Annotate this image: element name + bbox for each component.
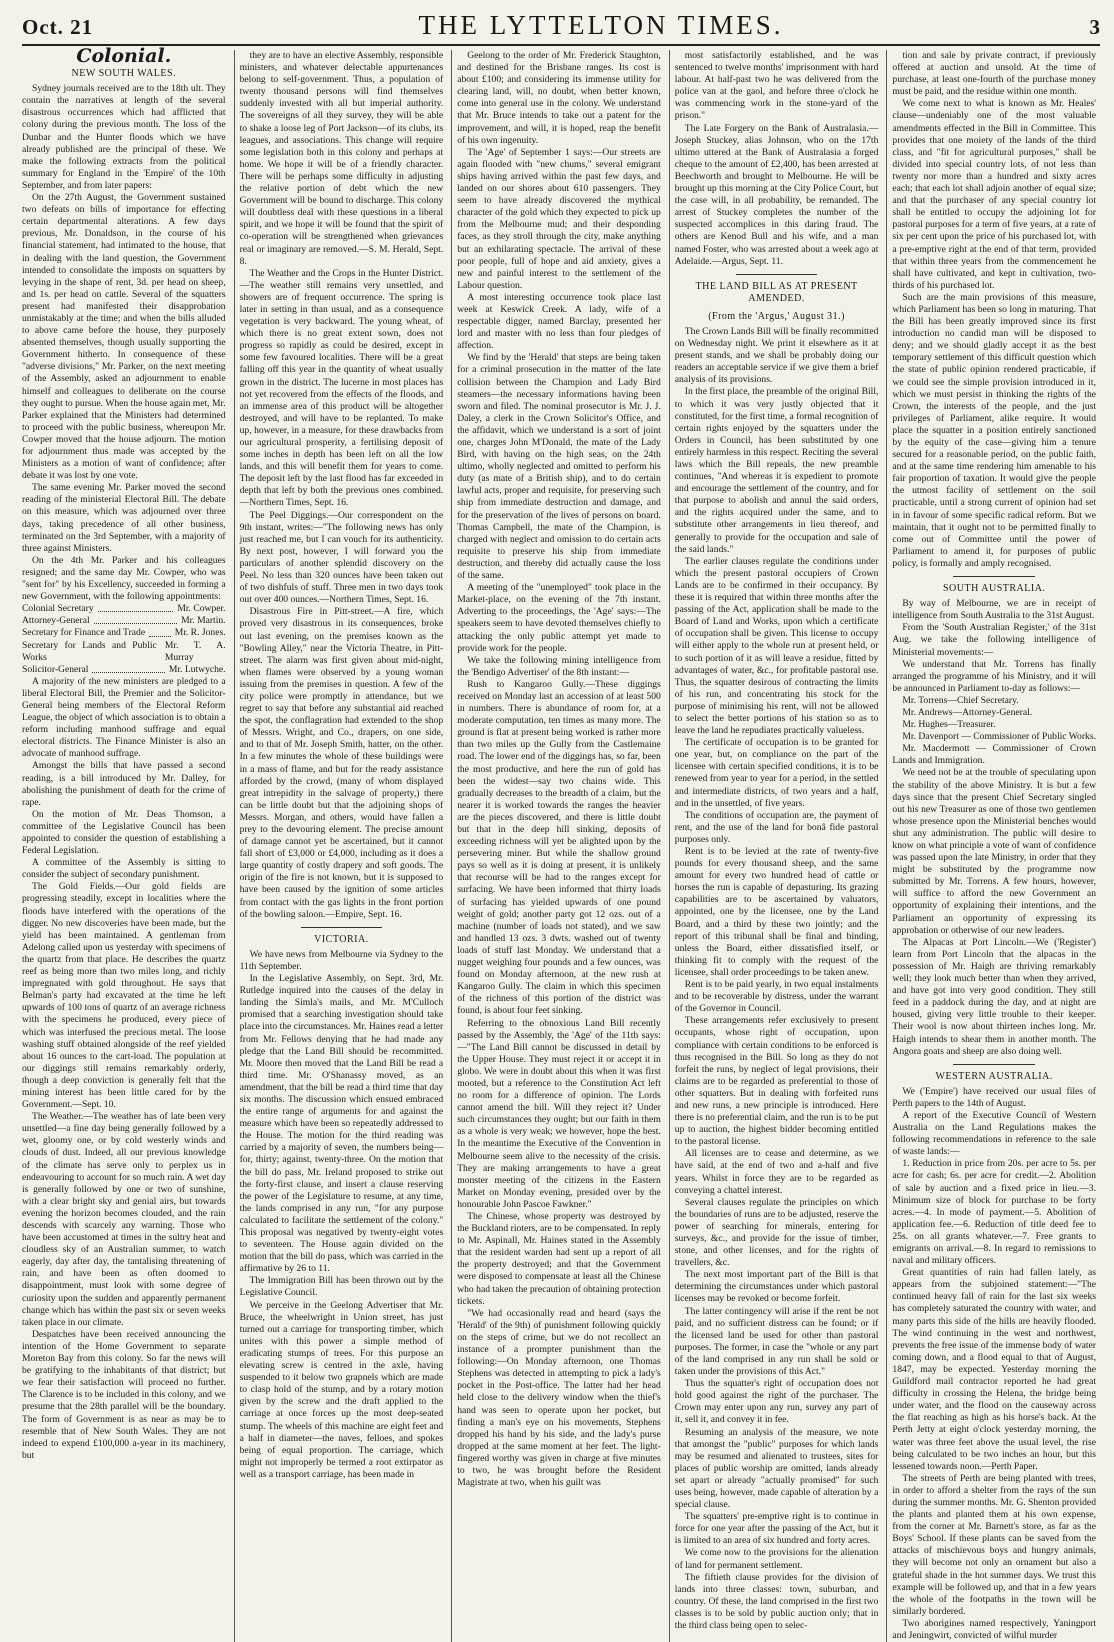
officer: Mr. T. A. Murray <box>164 639 226 663</box>
minister-item: Mr. Hughes—Treasurer. <box>902 719 996 731</box>
paragraph: We understand that Mr. Torrens has finally arranged the programme of his Ministry, and it will be announced in Parliament to-day as follows:— <box>892 658 1096 694</box>
paragraph: A meeting of the "unemployed" took place in the Market-place, on the evening of the 7th instant. Adverting to the proceedings, the 'Age' says:—The speakers seem to have devoted themselves chiefly to attacking the only public attempt yet made to provide work for the people. <box>457 582 661 654</box>
office: Secretary for Lands and Public Works <box>22 639 157 663</box>
paragraph: We have news from Melbourne via Sydney to the 11th September. <box>239 948 444 972</box>
paragraph: A majority of the new ministers are pledged to a liberal Electoral Bill, the Premier and the Solicitor-General being members of the Electoral Reform League, the object of which association is to obtain a reform including manhood suffrage and equal electoral districts. The Finance Minister is also an advocate of manhood suffrage. <box>22 675 226 760</box>
section-divider <box>953 1064 1034 1065</box>
paragraph: Rent is to be paid yearly, in two equal instalments and to be recoverable by distress, under the warrant of the Governor in Council. <box>674 979 879 1015</box>
paragraph: On the 27th August, the Government sustained two defeats on bills of importance for effecting certain departmental alterations. A few days previous, Mr. Donaldson, in the course of his financial statement, had intimated to the house, that in dealing with the land question, the Government intended to consolidate the imposts on squatters by levying in the shape of rent, 3d. per head on sheep, and 1s. per head on cattle. Several of the squatters present had manifested their disapprobation unmistakably at the time; and when the bills alluded to above came before the house, they purposely absented themselves, though usually supporting the Government hitherto. In consequence of these "adverse divisions," Mr. Parker, on the next meeting of the Assembly, asked an adjournment to enable himself and colleagues to deliberate on the course they ought to pursue. When the house again met, Mr. Parker explained that the Ministers had determined to proceed with the public business, whereupon Mr. Cowper moved that the house adjourn. The motion for adjournment thus made was accepted by the Ministers as a motion of want of confidence; after debate it was lost by one vote. <box>22 192 226 482</box>
paragraph: A most interesting occurrence took place last week at Keswick Creek. A lady, wife of a respectable digger, named Barclay, presented her lord and master with no less than four pledges of affection. <box>457 291 661 352</box>
appointment-row <box>22 603 226 615</box>
paragraph: The Peel Diggings.—Our correspondent on the 9th instant, writes:—"The following news has only just reached me, but I can vouch for its authenticity. By next post, however, I will forward you the particulars of another splendid discovery on the Peel. No less than 320 ounces have been taken out of two dishfuls of stuff. Three men in two days took out over 400 ounces.—Northern Times, Sept. 16. <box>239 509 444 606</box>
paragraph: The latter contingency will arise if the rent be not paid, and no sufficient distress can be found; or if the licensed land be used for other than pastoral purposes. The former, in case the "whole or any part of the land comprised in any run shall be sold or taken under the provisions of this Act." <box>674 1305 879 1378</box>
section-title-colonial: Colonial. <box>76 45 172 67</box>
paragraph: Disastrous Fire in Pitt-street.—A fire, which proved very disastrous in its consequences, broke out last evening, on the premises known as the "Bowling Alley," near the Victoria Theatre, in Pitt-street. The alarm was first given about mid-night, when flames were observed by a young woman issuing from the premises in question. A few of the city police were promptly in attendance, but we regret to say that before any substantial aid reached the spot, the conflagration had extended to the shop of Messrs. Wright, and Co., drapers, on one side, and to that of Mr. Joseph Smith, hatter, on the other. In a few minutes the whole of these buildings were in a mass of flame, and but for the ready assistance afforded by the crowd, (many of whom displayed great intrepidity in the salvage of property,) there can be little doubt but that the adjoining shops of Messrs. Morgan, and others, would have fallen a prey to the devouring element. The precise amount of damage cannot yet be ascertained, but it cannot fall short of £3,000 or £4,000, including as it does a large quantity of costly drapery and soft goods. The origin of the fire is not known, but it is supposed to have been caused by the ignition of some articles from contact with the gas lights in the front portion of the bowling saloon.—Empire, Sept. 16. <box>239 606 444 920</box>
paragraph: 1. Reduction in price from 20s. per acre to 5s. per acre for cash; 6s. per acre for credit.—2. Abolition of sale by auction and a fixed price in lieu.—3. Minimum size of block for purchase to be forty acres.—4. In mode of payment.—5. Abolition of application fee.—6. Reduction of title deed fee to 25s. on all grants whatever.—7. Free grants to emigrants on arrival.—8. In regard to remissions to naval and military officers. <box>892 1158 1096 1267</box>
paragraph: tion and sale by private contract, if previously offered at auction and unsold. At the time of purchase, at least one-fourth of the purchase money must be paid, and the residue within one month. <box>892 50 1096 98</box>
paragraph: In the first place, the preamble of the original Bill, to which it was very justly objected that it constituted, for the first time, a formal recognition of certain rights enjoyed by the squatters under the Orders in Council, has been substituted by one entirely harmless in this respect. Reciting the several laws which the Bill repeals, the new preamble continues, "And whereas it is expedient to promote and encourage the settlement of the country, and for that purpose to abolish and annul the said orders, and the rights acquired under the same, and to substitute other arrangements in lieu thereof, and generally to provide for the occupation and sale of the said lands." <box>674 386 879 555</box>
masthead <box>22 10 1100 46</box>
paragraph: "We had occasionally read and heard (says the 'Herald' of the 9th) of punishment following quickly on the steps of crime, but we do not recollect an instance of a prompter punishment than the following:—On Monday afternoon, one Thomas Stephens was detected in attempting to pick a lady's pocket in the Post-office. The latter had her head held close to the delivery window when the thief's hand was seen to operate upon her pocket, but finding a man's eye on his movements, Stephens dropped his hand by his side, and the lady's purse dropped at the same moment at her feet. The light-fingered worthy was given in charge at five minutes to two, he was brought before the Resident Magistrate at two, when his guilt was <box>457 1307 661 1489</box>
paragraph: On the 4th Mr. Parker and his colleagues resigned; and the same day Mr. Cowper, who was "sent for" by his Excellency, succeeded in forming a new Government, with the following appointments: <box>22 554 226 603</box>
paragraph: Amongst the bills that have passed a second reading, is a bill introduced by Mr. Dalley, for abolishing the punishment of death for the crime of rape. <box>22 760 226 808</box>
paragraph: Such are the main provisions of this measure, which Parliament has been so long in maturing. That the Bill has been greatly improved since its first introduction no candid man will be disposed to deny; and we should gladly accept it as the best temporary settlement of this difficult question which the state of public opinion rendered practicable, if we could see the simple provision introduced in it, which we must persist in thinking the rights of the Crown, the interests of the people, and the just privileges of Parliament, alike require. It would place the squatter in a position entirely sanctioned by the equity of the case—giving him a tenure secured for a reasonable period, on the public faith, and at the same time rendering him amenable to his fair proportion of taxation. It would give the people the utmost facility of settlement on the soil practicable, until a strong current of opinion had set in in favour of some specific radical reform. But we maintain, that it ought not to be permitted finally to come out of Committee until the power of Parliament to amend it, for purposes of public policy, is formally and amply recognised. <box>892 291 1096 569</box>
paragraph: The certificate of occupation is to be granted for one year, but, on compliance on the part of the licensee with certain specified conditions, it is to be renewed from year to year for a period, in the settled and intermediate districts, of two years and a half, and in the unsettled, of five years. <box>674 737 879 809</box>
paragraph: Referring to the obnoxious Land Bill recently passed by the Assembly, the 'Age' of the 11th says:—"The Land Bill cannot be discussed in detail by the Upper House. They must reject it or accept it in globo. We were in doubt about this when it was first mooted, but a reference to the Constitution Act left no room for a difference of opinion. The Lords cannot amend the bill. Will they reject it? Under such circumstances they ought; but our faith in them as a whole is very weak; we however, hope the best. In the meantime the Executive of the Convention in Melbourne seem alive to the necessity of the crisis. They are making arrangements to have a great monster meeting of the citizens in the Eastern Market on Monday evening, presided over by the honourable John Pascoe Fawkner." <box>457 1017 661 1210</box>
paragraph: Thus the squatter's right of occupation does not hold good against the right of the purchaser. The Crown may enter upon any run, survey any part of it, sell it, and convey it in fee. <box>674 1378 879 1426</box>
officer: Mr. Cowper. <box>177 603 226 615</box>
paragraph: The 'Age' of September 1 says:—Our streets are again flooded with "new chums," several emigrant ships having arrived within the past few days, and landed on our shores about 610 passengers. They seem to have already discovered the mythical character of the gold which they expected to pick up from the Melbourne mud; and their desponding faces, as they stroll through the city, make anything but an exhilarating spectacle. The arrival of these poor people, full of hope and aid anxiety, gives a new and painful interest to the settlement of the Labour question. <box>457 146 661 291</box>
paragraph: Rush to Kangaroo Gully.—These diggings received on Monday last an accession of at least 500 in numbers. There is abundance of room for, at a moderate computation, ten times as many more. The ground is flat at present being worked is rather more than two miles up the Gully from the Castlemaine road. The lower end of the diggings has, so far, been the most productive, and here the run of gold has been the widest—say two chains wide. This gradually decreases to the breadth of a claim, but the nearer it is worked towards the ranges the heavier are the pieces discovered, and there is little doubt but that in the deep hill sinking, deposits of exceeding richness will yet be alighted upon by the persevering miner. But while the shallow ground pays so well as it is doing at present, it is unlikely that recourse will be had to the ranges except for surfacing. We have been informed that thirty loads of surfacing has yielded upwards of one pound weight of gold; another party got 12 ozs. out of a machine (number of loads not stated), and we saw and handled 13 ozs. 3 dwts. washed out of twenty loads of stuff last Monday. We understand that a nugget weighing four pounds and a few ounces, was found on Monday afternoon, at the new rush at Kangaroo Gully. The claim in which this specimen of the richness of this portion of the district was found, is about four feet sinking. <box>457 678 661 1017</box>
column-4 <box>675 50 883 1642</box>
officer: Mr. Lutwyche. <box>168 663 226 675</box>
paragraph: We come now to the provisions for the alienation of land for permanent settlement. <box>674 1547 879 1571</box>
paragraph: The Gold Fields.—Our gold fields are progressing steadily, except in localities where the floods have interfered with the operations of the digger. No new discoveries have been made, but the yield has been maintained. A gentleman from Adelong called upon us yesterday with specimens of the quartz from that place. He describes the quartz reef as being more than two miles long, and richly impregnated with gold throughout. He says that Belman's party had excavated at the time he left upwards of 100 tons of quartz of an average richness with the specimens he produced, every piece of which was interfused the precious metal. The loose washing stuff obtained alongside of the reef yielded about 16 ounces to the cart-load. The population at our diggings still remains remarkably orderly, though a deep conviction is generally felt that the mining interest has been little cared for by the Government.—Sept. 10. <box>22 881 226 1111</box>
office: Solicitor-General <box>22 663 89 675</box>
paragraph: Rent is to be levied at the rate of twenty-five pounds for every thousand sheep, and the same amount for every two hundred head of cattle or horses the run is capable of depasturing. Its grazing capabilities are to be ascertained by valuators, appointed, one by the licensee, one by the Land Board, and a third by these two jointly; and the report of this tribunal shall be final and binding, unless the Board, either dissatisfied itself, or thinking fit to comply with the request of the licensee, shall order proceedings to be taken anew. <box>674 846 879 978</box>
paragraph: We perceive in the Geelong Advertiser that Mr. Bruce, the wheelwright in Union street, has just turned out a carriage for transporting timber, which unites with this power a simple method of eradicating stumps of trees. For this purpose an elevating screw is centred in the axle, having suspended to it below two grapnels which are made to clasp hold of the stump, and by a rotary motion given by the screw and the draft applied to the carriage at once forces up the most deep-seated stump. The wheels of this machine are eight feet and a half in diameter—the naves, felloes, and spokes being of equal proportion. The carriage, which might not improperly be termed a root extirpator as well as a transport carriage, has been made in <box>239 1299 444 1480</box>
paragraph: We find by the 'Herald' that steps are being taken for a criminal prosecution in the matter of the late collision between the Champion and Lady Bird steamers—the necessary informations having been sworn and filed. The nominal prosecutor is Mr. J. J. Daley, a clerk in the Crown Solicitor's Office, and the affidavit, which we understand is a sort of joint one, charges John M'Donald, the mate of the Lady Bird, with having on the high seas, on the 24th ultimo, wholly neglected and omitted to perform his duty (as mate of a British ship), and to do certain lawful acts, proper and requisite, for preserving such ship from immediate destruction and damage, and for the preservation of the lives of persons on board. Thomas Campbell, the mate of the Champion, is charged with neglect and omission to do certain acts requisite to preserve his ship from immediate destruction, and thereby did actually cause the loss of the same. <box>457 352 661 582</box>
minister-item: Mr. Torrens—Chief Secretary. <box>902 694 1019 706</box>
paragraph: We ('Empire') have received our usual files of Perth papers to the 14th of August. <box>892 1085 1096 1109</box>
paragraph: The fiftieth clause provides for the division of lands into three classes: town, suburban, and country. Of these, the land comprised in the first two classes is to be sold by public auction only; that in the third class being open to selec- <box>674 1571 879 1631</box>
column-5 <box>892 50 1100 1642</box>
paragraph: Two aborigines named respectively, Yaningport and Jeningwirt, convicted of wilful murder <box>892 1617 1096 1641</box>
heading-western-australia: WESTERN AUSTRALIA. <box>935 1070 1053 1082</box>
article-columns <box>22 45 1100 1641</box>
paragraph: Resuming an analysis of the measure, we note that amongst the "public" purposes for which lands may be resumed and alienated to trustees, sites for places of public worship are omitted, lands already set apart or already "actually promised" for such uses being, however, made capable of alteration by a special clause. <box>674 1426 879 1511</box>
heading-land-bill: THE LAND BILL AS AT PRESENT AMENDED. <box>695 280 858 304</box>
paragraph: We come next to what is known as Mr. Heales' clause—undeniably one of the most valuable amendments effected in the Bill in Committee. This provides that one moiety of the lands of the third class, and "fit for agricultural purposes," shall be divided into special country lots, of not less than twenty nor more than a hundred and sixty acres each; that each lot shall adjoin another of equal size; and that the purchaser of any special country lot shall be entitled to occupy the adjoining lot for pastoral purposes for a term of five years, at a rate of six per cent upon the price of his purchased lot, with a pre-emptive right at the end of that term, provided that within three years from the commencement he shall have cultivated, and kept in cultivation, two-thirds of his purchased lot. <box>892 98 1096 291</box>
paragraph: From the 'South Australian Register,' of the 31st Aug. we take the following intelligence of Ministerial movements:— <box>892 622 1096 658</box>
heading-new-south-wales: NEW SOUTH WALES. <box>71 68 177 80</box>
newspaper-title: THE LYTTELTON TIMES. <box>418 10 784 40</box>
paragraph: The Crown Lands Bill will be finally recommitted on Wednesday night. We print it elsewhere as it at present stands, and we shall be probably doing our readers an acceptable service if we give them a brief analysis of its provisions. <box>674 325 879 386</box>
paragraph: The squatters' pre-emptive right is to continue in force for one year after the passing of the Act, but it is limited to an area of six hundred and forty acres. <box>674 1511 879 1547</box>
paragraph: Despatches have been received announcing the intention of the Home Government to separate Moreton Bay from this colony. So far the news will be gratifying to the inhabitants of that district; but we fear their satisfaction will proceed no further. The Clarence is to be included in this colony, and we presume that the 28th parallel will be the boundary. The form of Government is as near as may be to resemble that of New South Wales. They are not indeed to expend £100,000 a-year in its machinery, but <box>22 1328 226 1461</box>
minister-item: Mr. Macdermott — Commissioner of Crown Lands and Immigration. <box>892 743 1096 767</box>
section-divider <box>301 927 382 928</box>
appointment-row <box>22 664 226 676</box>
paragraph: The streets of Perth are being planted with trees, in order to afford a shelter from the rays of the sun during the summer months. Mr. G. Shenton provided the plants and planted them at his own expense, from the corner at Mr. Barnett's store, as far as the Boys' School. If these plants can be saved from the attacks of mischievous boys and hungry animals, they will become not only an ornament but also a grateful shade in the hot summer days. We trust this example will be followed up, and that in a few years the whole of the footpaths in the town will be similarly bordered. <box>892 1472 1096 1617</box>
paragraph: they are to have an elective Assembly, responsible ministers, and whatever delectable appurtenances belong to self-government. Thus, a population of twenty thousand persons will find themselves suddenly invested with all but imperial authority. The sovereigns of all they survey, they will be able to shake a loose leg of Port Jackson—of its clubs, its leagues, and associations. This change will require some legislation both in this colony and perhaps at home. We hope it will be of a friendly character. There will be perhaps some difficulty in adjusting the relative portion of debt which the new Government will be bound to discharge. This colony will doubtless deal with these questions in a liberal spirit, and we hope it will be found that the spirit of co-operation will be strengthened when grievances real or imaginary are removed.—S. M. Herald, Sept. 8. <box>239 50 444 267</box>
heading-south-australia: SOUTH AUSTRALIA. <box>942 583 1046 595</box>
issue-date: Oct. 21 <box>22 15 94 39</box>
paragraph: The next most important part of the Bill is that determining the circumstances under which pastoral licenses may be revoked or become forfeit. <box>674 1269 879 1305</box>
paragraph: The Weather and the Crops in the Hunter District.—The weather still remains very unsettled, and showers are of frequent occurrence. The spring is later in setting in than usual, and as a consequence vegetation is very backward. The young wheat, of which there is no great extent sown, does not progress so rapidly as could be desired, except in some few favoured localities. There will be a great falling off this year in the quantity of wheat usually grown in the district. The lucerne in most places has not yet recovered from the effects of the floods, and an immense area of this product will be altogether destroyed, and will have to be replanted. To make up, however, in a measure, for these drawbacks from our agricultural prosperity, a fertilising deposit of some inches in depth has been left on all the low lands, and this will benefit them for years to come. The deposit left by the last flood has far exceeded in depth that left by both the previous ones combined.—Northern Times, Sept. 16. <box>239 267 444 509</box>
paragraph: All licenses are to cease and determine, as we have said, at the end of two and a-half and five years. Whilst in force they are to be regarded as conveying a chattel interest. <box>674 1148 879 1196</box>
appointment-row <box>22 615 226 627</box>
ministers-list <box>892 695 1096 768</box>
paragraph: These arrangements refer exclusively to present occupants, whose right of occupation, upon compliance with certain conditions to be enforced is thus recognised in the Bill. So long as they do not forfeit the runs, by neglect of legal provisions, their claims are to be regarded as preferential to those of other squatters. But in dealing with forfeited runs and new runs, a new principle is introduced. Here there is no preferential claim, and the run is to be put up to auction, the highest bidder becoming entitled to the pastoral license. <box>674 1015 879 1148</box>
paragraph: On the motion of Mr. Deas Thomson, a committee of the Legislative Council has been appointed to consider the question of establishing a Federal Legislation. <box>22 808 226 857</box>
paragraph: We need not be at the trouble of speculating upon the stability of the above Ministry. It is but a few days since that the present Chief Secretary singled out his new Treasurer as one of those two gentlemen whose presence upon the Ministerial benches would shut any administration. The public will desire to know on what principle a vote of want of confidence was passed upon the late Ministry, in order that they might be substituted by the programme now submitted by Mr. Torrens. A few hours, however, will suffice to afford the new Government an opportunity of explaining their intentions, and the Parliament an opportunity of expressing its approbation or otherwise of our new leaders. <box>892 767 1096 936</box>
officer: Mr. R. Jones. <box>174 627 226 639</box>
section-divider <box>736 274 817 275</box>
section-divider <box>953 576 1034 577</box>
paragraph: The Weather.—The weather has of late been very unsettled—a fine day being generally followed by a wet, gloomy one, or by cold westerly winds and clouds of dust. Indeed, all our previous knowledge of the climate has serve only to perplex us in endeavouring to account for so much rain. A wet day is generally followed by one or two of sunshine, with a clear bright sky and genial airs, but towards evening the horizon becomes clouded, and the rain descends with scarcely any warning. Those who have been accustomed at times in the sultry heat and cloudless sky of an Australian summer, to watch eagerly, day after day, the tantalising threatening of rain, and have been as often doomed to disappointment, must look with some degree of curiosity upon the sudden and apparently permanent change which has within the past six or seven weeks taken place in our climate. <box>22 1111 226 1328</box>
page-number: 3 <box>1089 15 1100 39</box>
paragraph: Great quantities of rain had fallen lately, as appears from the subjoined statement:—"The continued heavy fall of rain for the last six weeks has completely saturated the country with water, and many parts this side of the hills are heavily flooded. The wind continuing in the west and northwest, prevents the free issue of the immense body of water coming down, and a flood equal to that of August, 1847, may be expected. Yesterday morning the Guildford mail contractor reported he had great difficulty in crossing the Helena, the bridge being under water, and the flood on the causeway across the flat reaching as high as his horse's back. At the Perth Jetty at eight o'clock yesterday morning, the water was three feet above the usual level, the rise being calculated to be two inches an hour, but this lessened towards noon.—Perth Paper. <box>892 1267 1096 1472</box>
minister-item: Mr. Andrews—Attorney-General. <box>902 706 1033 718</box>
paragraph: The conditions of occupation are, the payment of rent, and the use of the land for bonâ fide pastoral purposes only. <box>674 809 879 845</box>
heading-land-bill-source: (From the 'Argus,' August 31.) <box>708 310 845 322</box>
paragraph: The same evening Mr. Parker moved the second reading of the ministerial Electoral Bill. The debate on this measure, which was adjourned over three days, taking precedence of all other business, terminated on the 3rd September, with a majority of three against Ministers. <box>22 482 226 554</box>
paragraph: The earlier clauses regulate the conditions under which the present pastoral occupiers of Crown Lands are to be confirmed in their occupancy. By these it is required that within three months after the passing of the Act, application shall be made to the Board of Land and Works, upon which a certificate of occupation shall be given. This license to occupy will either apply to the whole run at present held, or to such portion of it as will leave a residue, fitted by advantages of water, &c., for profitable pastoral use. Thus, the squatter desirous of contracting the limits of his run, and concentrating his stock for the purpose of minimising his rent, will not be allowed to select the better portions of his station so as to leave the land he repudiates practically valueless. <box>674 555 879 737</box>
office: Secretary for Finance and Trade <box>22 627 146 639</box>
paragraph: Several clauses regulate the principles on which the boundaries of runs are to be adjusted, reserve the power of searching for minerals, entering for surveys, &c., and provide for the issue of timber, stone, and other licenses, and for the rights of travellers, &c. <box>674 1196 879 1269</box>
appointments-list <box>22 603 226 676</box>
paragraph: By way of Melbourne, we are in receipt of intelligence from South Australia to the 31st August. <box>892 598 1096 622</box>
paragraph: A report of the Executive Council of Western Australia on the Land Regulations makes the following recommendations in reference to the sale of waste lands:— <box>892 1109 1096 1158</box>
appointment-row <box>22 640 226 664</box>
paragraph: Sydney journals received are to the 18th ult. They contain the narratives at length of the several disastrous occurrences which had afflicted that colony during the previous month. The loss of the Dunbar and the Hunter floods which we have already published are the principal of these. We make the following extracts from the political summary for England in the 'Empire' of the 10th September, and from later papers: <box>22 83 226 191</box>
minister-item: Mr. Davenport — Commissioner of Public Works. <box>902 731 1096 743</box>
appointment-row <box>22 627 226 639</box>
paragraph: The Chinese, whose property was destroyed by the Buckland rioters, are to be compensated. In reply to Mr. Aspinall, Mr. Haines stated in the Assembly that the resident warden had sent up a report of all the property destroyed; and that the Government were disposed to compensate at least all the Chinese who had taken the precaution of obtaining protection tickets. <box>457 1211 661 1307</box>
paragraph: In the Legislative Assembly, on Sept. 3rd, Mr. Rutledge inquired into the causes of the delay in landing the Simla's mails, and Mr. M'Culloch promised that a searching investigation should take place into the circumstances. Mr. Haines read a letter from Mr. Fellows denying that he had made any pledge that the Land Bill should be recommitted. Mr. Moore then moved that the Land Bill be read a third time. Mr. O'Shanassy moved, as an amendment, that the bill be read a third time that day six months. The discussion which ensued embraced the entire range of arguments for and against the measure which have been so repeatedly addressed to the House. The motion for the third reading was carried by a majority of seven, the numbers being—for, thirty; against, twenty-three. On the motion that the bill do pass, Mr. Ireland proposed to strike out the forty-first clause, and insert a clause reserving the power of the Legislature to resume, at any time, the lands comprised in any run, "for any purpose calculated to facilitate the settlement of the colony." This proposal was negatived by twenty-eight votes to seventeen. The House again divided on the motion that the bill do pass, which was carried in the affirmative by 26 to 11. <box>239 973 444 1275</box>
paragraph: Geelong to the order of Mr. Frederick Staughton, and destined for the Brisbane ranges. Its cost is about £100; and considering its immense utility for clearing land, will, no doubt, when better known, come into general use in the colony. We understand that Mr. Bruce intends to take out a patent for the improvement, and will, it is hoped, reap the benefit of his own ingenuity. <box>457 50 661 146</box>
paragraph: A committee of the Assembly is sitting to consider the subject of secondary punishment. <box>22 857 226 881</box>
column-1 <box>22 45 230 1642</box>
column-3 <box>457 50 665 1642</box>
paragraph: The Alpacas at Port Lincoln.—We ('Register') learn from Port Lincoln that the alpacas in the possession of Mr. Haigh are thriving remarkably well; they look much better than when they arrived, and have got into very good condition. They still feed in a paddock during the day, and at night are housed, giving very little trouble to their keeper. Their wool is now about thirteen inches long. Mr. Haigh intends to shear them in another month. The Angora goats and sheep are also doing well. <box>892 936 1096 1057</box>
paragraph: The Immigration Bill has been thrown out by the Legislative Council. <box>239 1275 444 1299</box>
paragraph: We take the following mining intelligence from the 'Bendigo Advertiser' of the 8th instant:— <box>457 654 661 678</box>
paragraph: The Late Forgery on the Bank of Australasia.—Joseph Stuckey, alias Johnson, who on the 17th ultimo uttered at the Bank of Australasia a forged cheque to the amount of £2,400, has been arrested at Beechworth and brought to Melbourne. He will be brought up this morning at the City Police Court, but the case will, in all probability, be remanded. The arrest of Stuckey completes the number of the suspected accomplices in this daring fraud. The others are Kenod Bull and his wife, and a man named Foster, who was arrested about a week ago at Adelaide.—Argus, Sept. 11. <box>674 122 879 267</box>
officer: Mr. Martin. <box>181 615 226 627</box>
column-2 <box>240 50 448 1642</box>
office: Attorney-General <box>22 615 90 627</box>
office: Colonial Secretary <box>22 603 94 615</box>
paragraph: most satisfactorily established, and he was sentenced to twelve months' imprisonment with hard labour. At half-past two he was delivered from the police van at the gaol, and before three o'clock he was commencing work in the stone-yard of the prison." <box>674 50 879 122</box>
heading-victoria: VICTORIA. <box>314 933 369 945</box>
